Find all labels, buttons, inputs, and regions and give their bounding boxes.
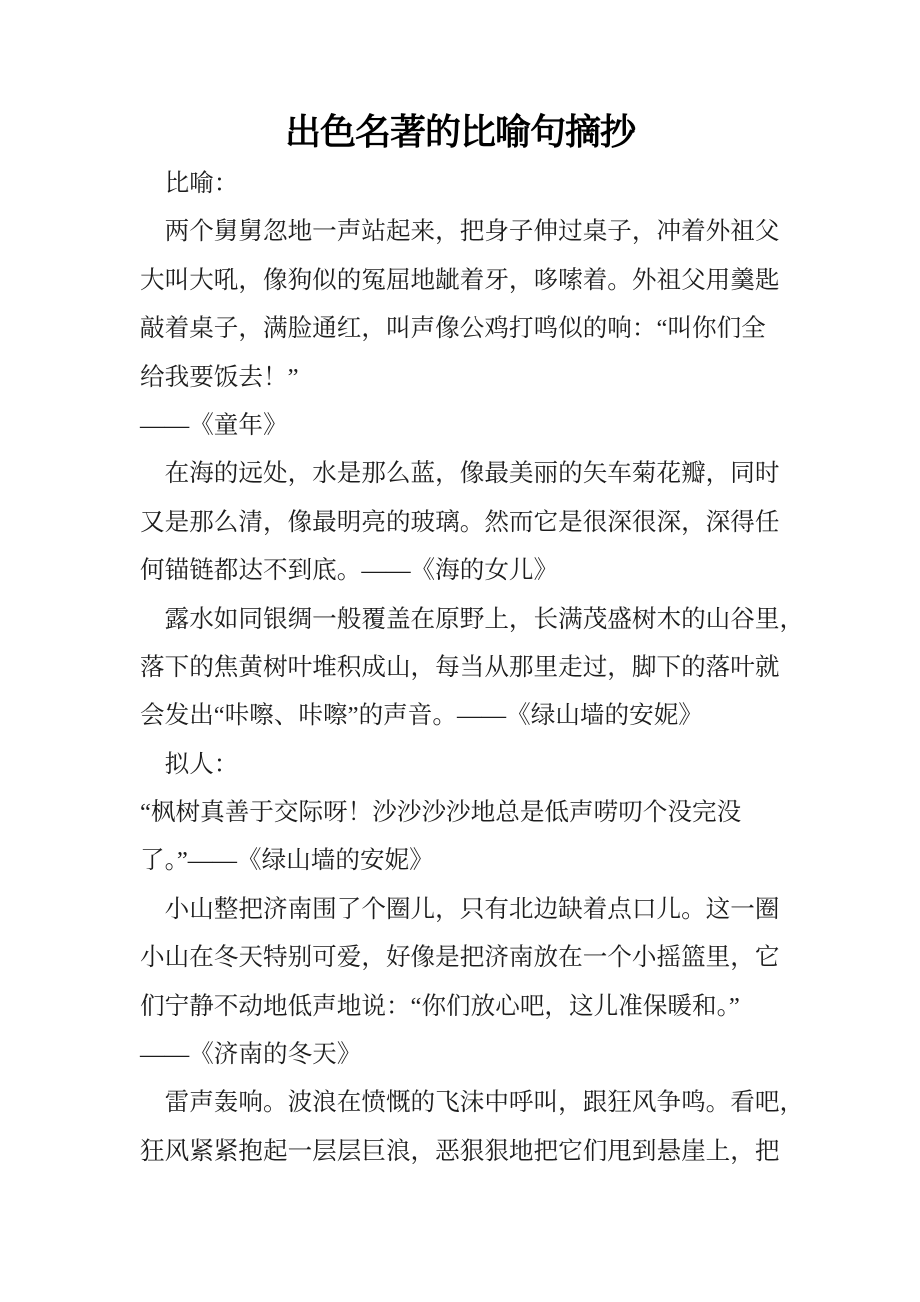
text-line: 会发出“咔嚓、咔嚓”的声音。——《绿山墙的安妮》 [140,702,703,730]
text-line: 了。”——《绿山墙的安妮》 [140,847,434,875]
document-title: 出色名著的比喻句摘抄 [284,112,635,152]
paragraph [140,402,780,450]
text-line: 们宁静不动地低声地说：“你们放心吧，这儿准保暖和。” [140,992,740,1020]
text-line: ——《济南的冬天》 [140,1041,362,1069]
text-line: 给我要饭去！” [140,363,299,391]
text-line: 露水如同银绸一般覆盖在原野上，长满茂盛树木的山谷里， [164,605,805,633]
text-line: 雷声轰响。波浪在愤慨的飞沫中呼叫，跟狂风争鸣。看吧， [164,1089,805,1117]
text-line: ——《童年》 [140,411,288,439]
text-line: 落下的焦黄树叶堆积成山，每当从那里走过，脚下的落叶就 [140,653,780,681]
text-line: 敲着桌子，满脸通红，叫声像公鸡打鸣似的响：“叫你们全 [140,315,766,343]
document-body [140,160,805,1176]
text-line: 比喻： [164,170,239,197]
paragraph [140,1079,805,1176]
text-line: 狂风紧紧抱起一层层巨浪，恶狠狠地把它们甩到悬崖上，把 [140,1137,780,1165]
text-line: 何锚链都达不到底。——《海的女儿》 [140,557,559,585]
text-line: 小山在冬天特别可爱，好像是把济南放在一个小摇篮里，它 [140,944,780,972]
paragraph [140,450,780,595]
paragraph [140,886,780,1031]
paragraph [140,789,780,886]
paragraph [140,1031,780,1079]
text-line: 两个舅舅忽地一声站起来，把身子伸过桌子，冲着外祖父 [164,218,780,246]
paragraph [140,208,780,402]
text-line: 拟人： [164,750,239,778]
paragraph [140,741,780,789]
text-line: 小山整把济南围了个圈儿，只有北边缺着点口儿。这一圈 [164,895,780,923]
paragraph [140,596,805,741]
text-line: 大叫大吼，像狗似的冤屈地龇着牙，哆嗦着。外祖父用羹匙 [140,266,780,294]
text-line: “枫树真善于交际呀！沙沙沙沙地总是低声唠叨个没完没 [140,799,742,827]
text-line: 又是那么清，像最明亮的玻璃。然而它是很深很深，深得任 [140,508,780,536]
paragraph [140,160,780,208]
text-line: 在海的远处，水是那么蓝，像最美丽的矢车菊花瓣，同时 [164,460,780,488]
